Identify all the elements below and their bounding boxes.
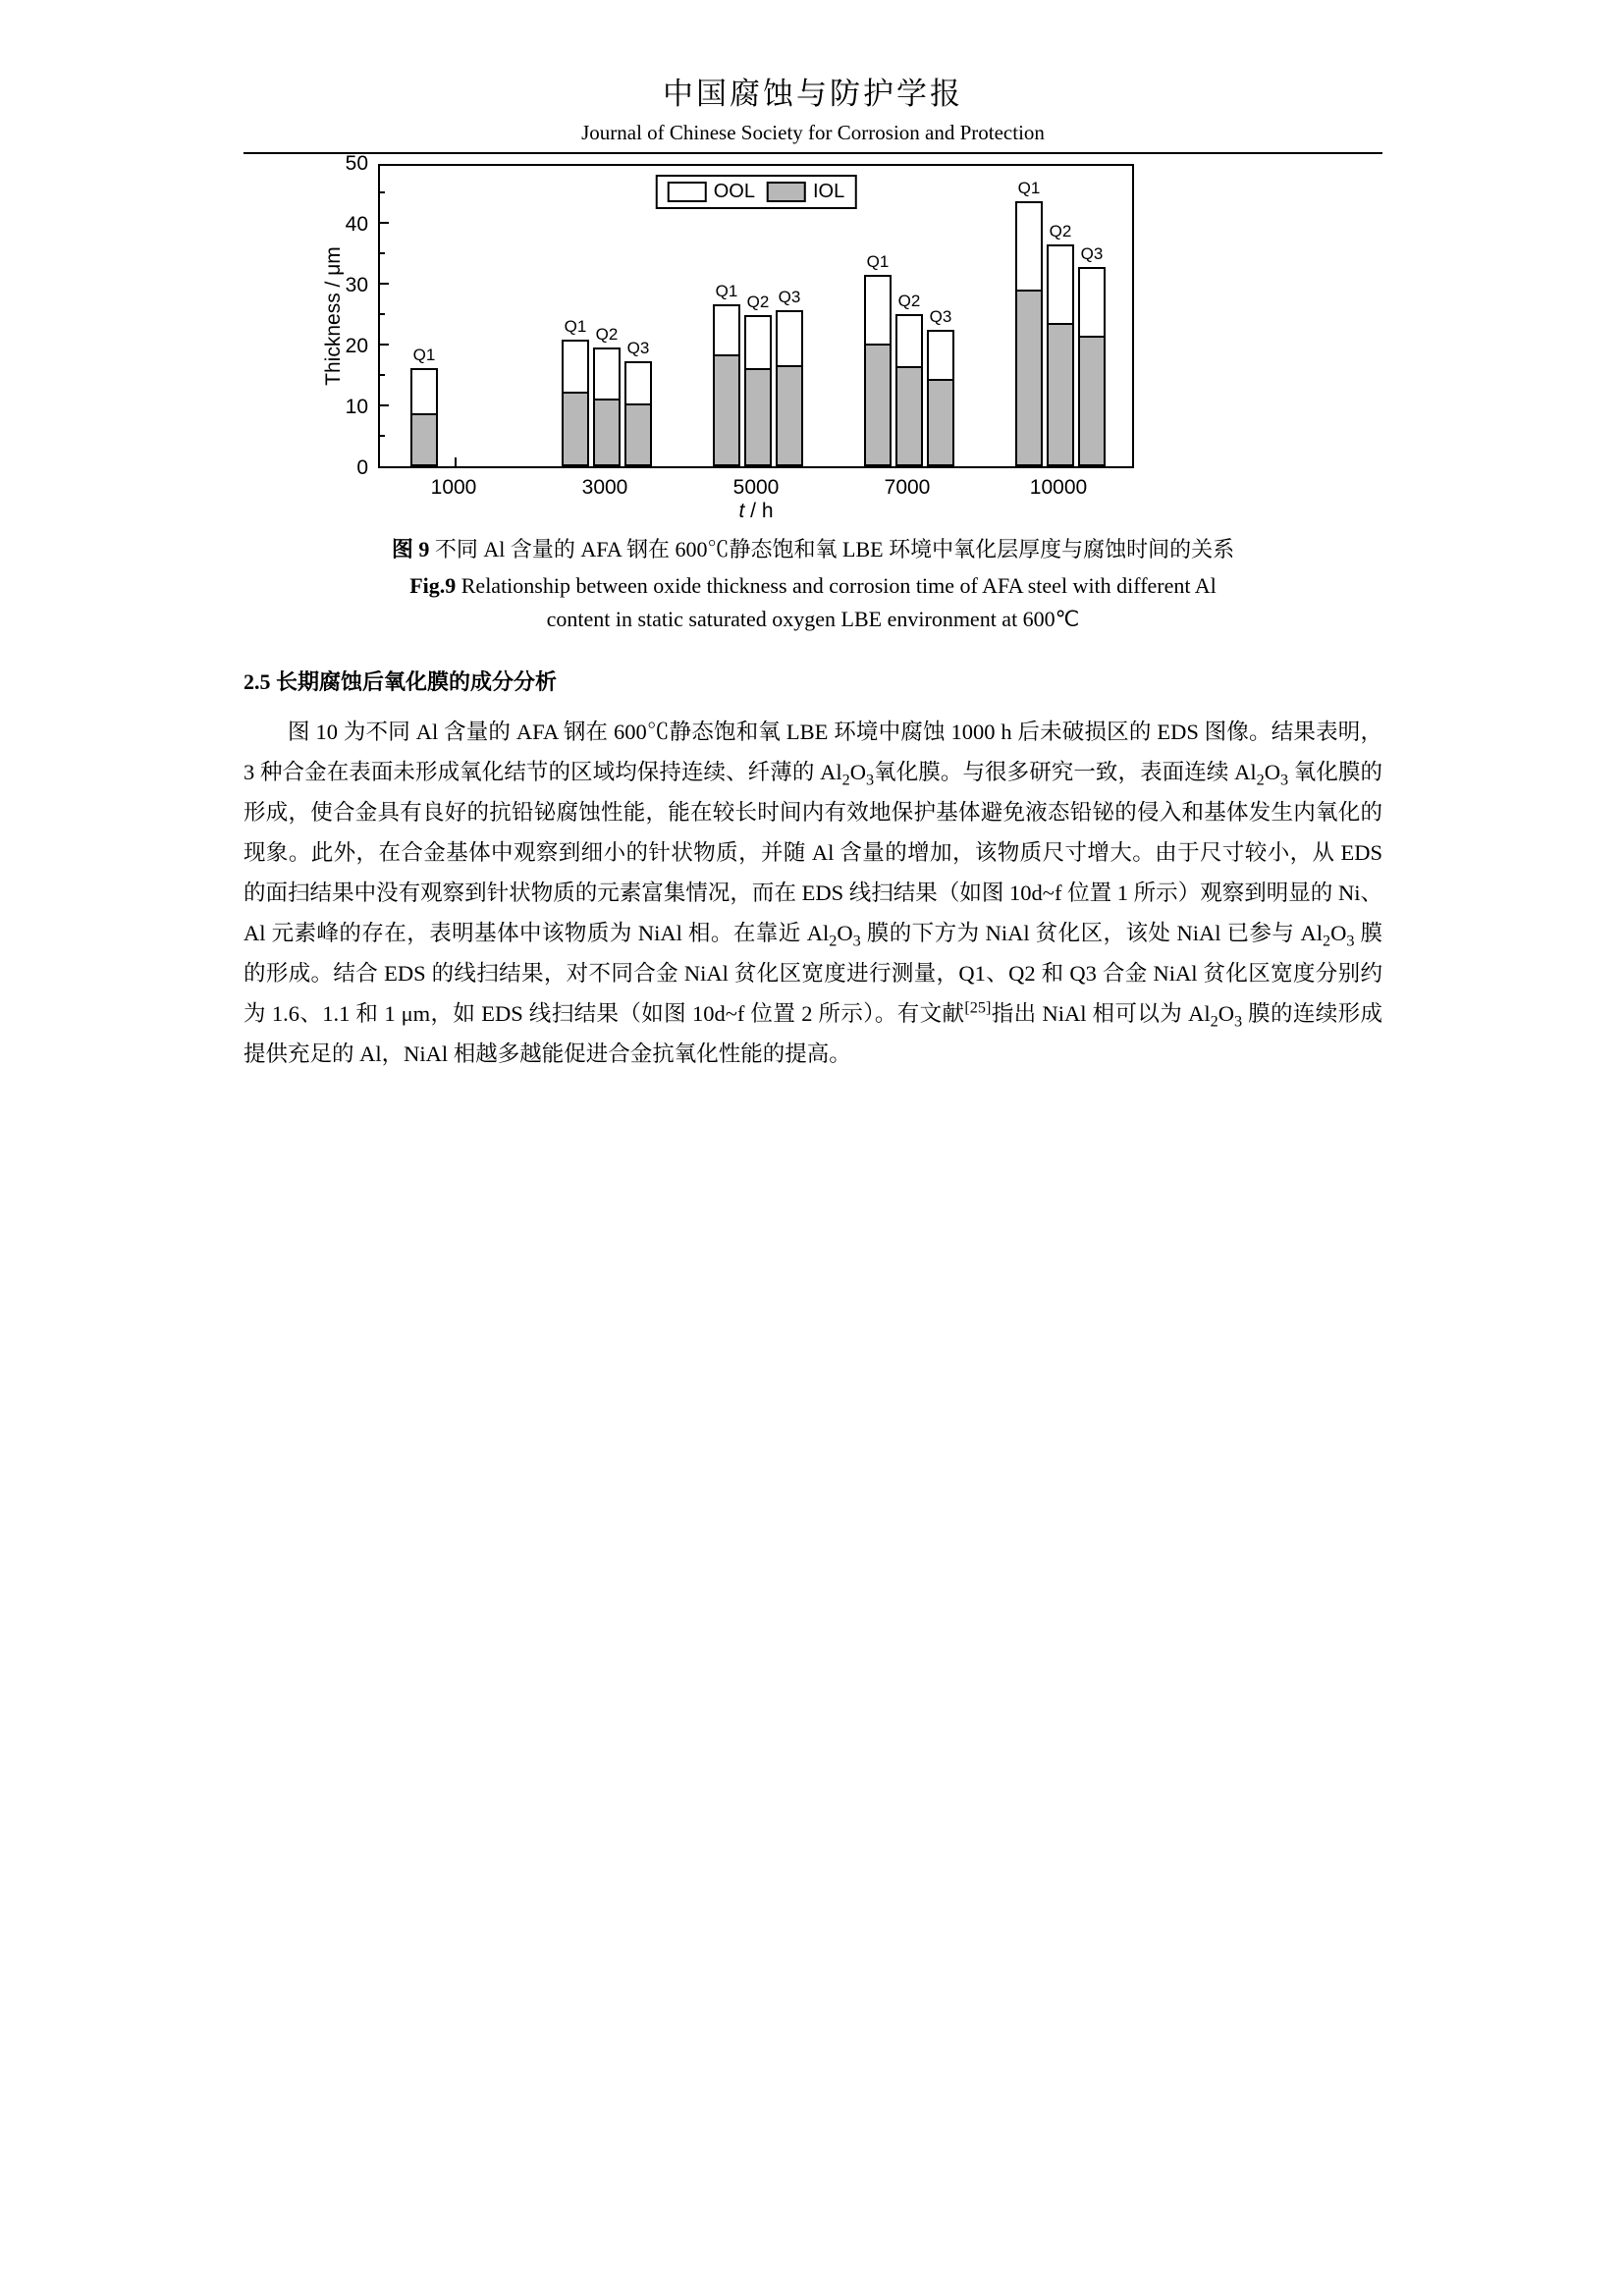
y-tick-label: 20: [345, 335, 368, 357]
bar-segment-ool: [927, 330, 954, 381]
y-axis-label: Thickness / μm: [322, 246, 345, 386]
section-heading: 2.5 长期腐蚀后氧化膜的成分分析: [244, 669, 558, 694]
bar-label: Q1: [412, 345, 436, 364]
figure-caption-en-line1: Fig.9 Relationship between oxide thickness and corrosion time of AFA steel with different Al: [409, 573, 1217, 598]
figure-caption-zh: 图 9 不同 Al 含量的 AFA 钢在 600℃静态饱和氧 LBE 环境中氧化层厚度与腐蚀时间的关系: [391, 537, 1235, 561]
bar-segment-iol: [864, 344, 892, 466]
bar-label: Q3: [1080, 243, 1104, 263]
bar-segment-ool: [410, 368, 438, 416]
bar-segment-iol: [410, 413, 438, 466]
bar-segment-ool: [864, 275, 892, 347]
y-tick-label: 10: [345, 396, 368, 418]
body-paragraph: 图 10 为不同 Al 含量的 AFA 钢在 600℃静态饱和氧 LBE 环境中腐蚀 1000 h 后未破损区的 EDS 图像。结果表明，3 种合金在表面未形成氧化结节的区域均保持连续、纤薄的 $Al_2O_3$氧化膜。与很多研究一致，表面连续 $Al_2O_3$ 氧化膜的形成，使合金具有良好的抗铅铋腐蚀性能，能在较长时间内有效地保护基体避免液态铅铋的侵入和基体发生内氧化的现象。此外，在合金基体中观察到细小的针状物质，并随 Al 含量的增加，该物质尺寸增大。由于尺寸较小，从 EDS 的面扫结果中没有观察到针状物质的元素富集情况，而在 EDS 线扫结果（如图 10d~f 位置 1 所示）观察到明显的 Ni、Al 元素峰的存在，表明基体中该物质为 NiAl 相。在靠近 $Al_2O_3$ 膜的下方为 NiAl 贫化区，该处 NiAl 已参与 $Al_2O_3$ 膜的形成。结合 EDS 的线扫结果，对不同合金 NiAl 贫化区宽度进行测量，Q1、Q2 和 Q3 合金 NiAl 贫化区宽度分别约为 1.6、1.1 和 1 μm，如 EDS 线扫结果（如图 10d~f 位置 2 所示）。有文献[25]指出 NiAl 相可以为 $Al_2O_3$ 膜的连续形成提供充足的 Al，NiAl 相越多越能促进合金抗氧化性能的提高。: [244, 720, 1382, 1066]
y-minor-tick: [380, 435, 385, 437]
x-tick-label: 10000: [1029, 476, 1088, 499]
bar-segment-iol: [713, 354, 740, 466]
x-tick-label: 5000: [732, 476, 780, 499]
x-tick-label: 3000: [581, 476, 628, 499]
page-content: [244, 57, 1382, 1074]
chart-legend: [656, 175, 857, 209]
legend-swatch-iol: [767, 182, 806, 202]
y-tick: [380, 222, 389, 224]
y-tick-label: 30: [345, 274, 368, 296]
bar-label: Q3: [929, 307, 952, 327]
legend-item-iol: [767, 181, 844, 203]
bar-segment-iol: [776, 365, 803, 467]
bar-label: Q2: [595, 325, 619, 345]
figure-chart: [321, 152, 1146, 523]
bar-segment-iol: [624, 403, 652, 466]
bar-segment-ool: [895, 314, 923, 368]
figure-caption-en-line2: content in static saturated oxygen LBE environment at 600℃: [546, 607, 1080, 631]
bar-segment-ool: [624, 361, 652, 405]
y-minor-tick: [380, 313, 385, 315]
bar-segment-iol: [562, 392, 589, 466]
y-minor-tick: [380, 252, 385, 254]
bar-segment-ool: [1015, 201, 1043, 292]
legend-item-ool: [668, 181, 755, 203]
bar-segment-iol: [744, 368, 772, 466]
bar-label: Q1: [1017, 179, 1041, 198]
bar-label: Q1: [564, 317, 587, 336]
bar-label: Q3: [778, 288, 801, 307]
legend-label-ool: OOL: [713, 181, 755, 202]
bar-label: Q1: [866, 251, 890, 271]
y-tick-label: 40: [345, 213, 368, 236]
bar-segment-ool: [562, 340, 589, 394]
legend-label-iol: IOL: [813, 181, 845, 202]
x-axis-label: t / h: [738, 500, 774, 522]
bar-segment-ool: [776, 310, 803, 366]
bar-segment-ool: [593, 347, 621, 400]
y-minor-tick: [380, 374, 385, 376]
header-rule: [244, 152, 1382, 154]
bar-label: Q2: [746, 293, 770, 312]
x-tick-label: 7000: [884, 476, 931, 499]
bar-segment-iol: [1078, 336, 1106, 466]
bar-label: Q3: [626, 338, 650, 357]
journal-title-zh: 中国腐蚀与防护学报: [663, 77, 963, 111]
figure-caption-en: [244, 569, 1382, 636]
bar-segment-iol: [927, 379, 954, 466]
journal-title-en: Journal of Chinese Society for Corrosion and Protection: [581, 121, 1045, 144]
bar-segment-ool: [1047, 244, 1074, 324]
bar-segment-iol: [1047, 323, 1074, 466]
bar-label: Q2: [897, 292, 921, 310]
legend-swatch-ool: [668, 182, 707, 202]
chart-plot: [378, 164, 1134, 468]
bar-segment-ool: [1078, 267, 1106, 338]
y-minor-tick: [380, 191, 385, 193]
y-tick: [380, 283, 389, 285]
bar-segment-ool: [744, 315, 772, 370]
x-tick: [455, 457, 457, 466]
bar-label: Q1: [715, 282, 738, 301]
bar-segment-iol: [895, 366, 923, 466]
bar-segment-iol: [1015, 290, 1043, 466]
bar-segment-iol: [593, 399, 621, 466]
bar-label: Q2: [1049, 222, 1072, 241]
bar-segment-ool: [713, 304, 740, 356]
y-tick-label: 0: [356, 456, 368, 479]
y-tick: [380, 404, 389, 406]
y-tick: [380, 344, 389, 346]
y-tick-label: 50: [345, 152, 368, 175]
x-tick-label: 1000: [430, 476, 477, 499]
